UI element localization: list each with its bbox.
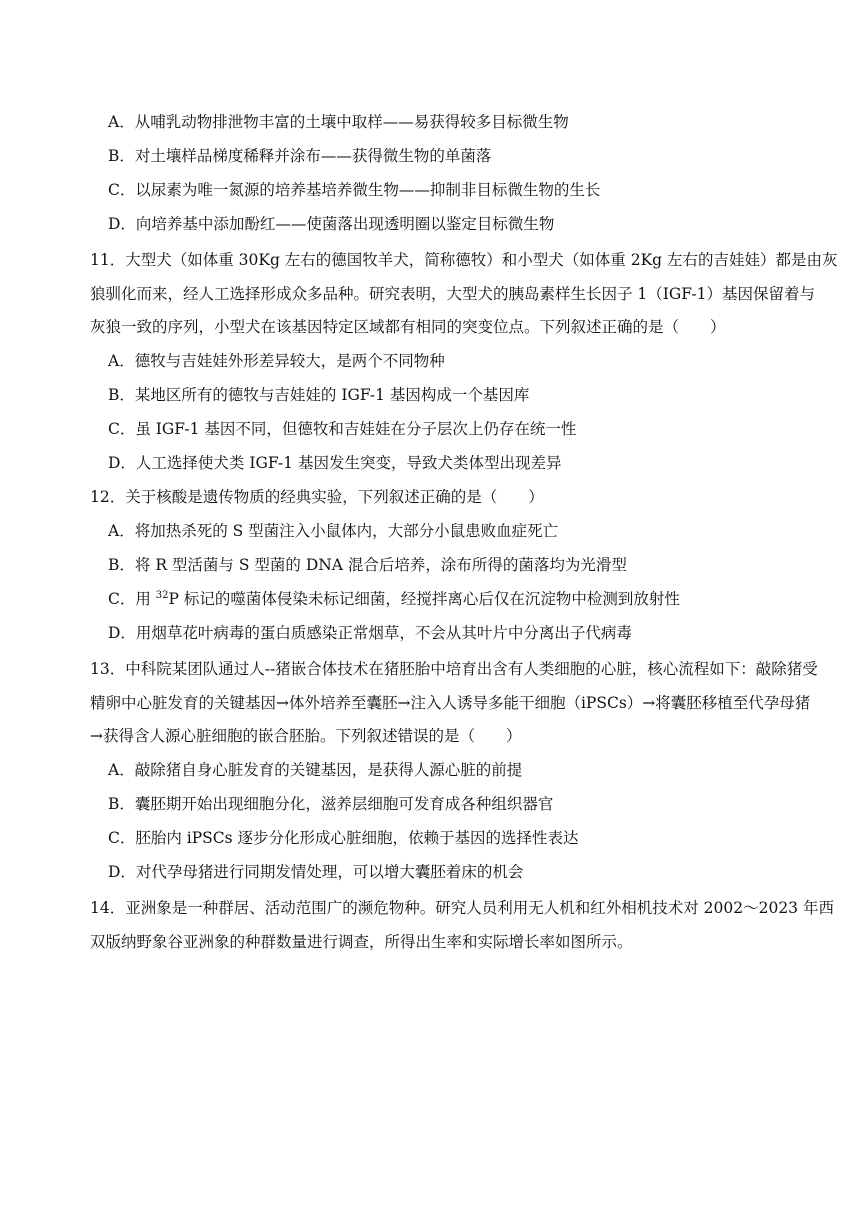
q11-option-b: B．某地区所有的德牧与吉娃娃的 IGF-1 基因构成一个基因库 xyxy=(108,386,530,404)
q11-option-c: C．虽 IGF-1 基因不同，但德牧和吉娃娃在分子层次上仍存在统一性 xyxy=(108,420,577,438)
q13-stem-line-1: 13．中科院某团队通过人--猪嵌合体技术在猪胚胎中培育出含有人类细胞的心脏，核心流程如下：敲除猪受 xyxy=(90,660,818,678)
q12-option-a: A．将加热杀死的 S 型菌注入小鼠体内，大部分小鼠患败血症死亡 xyxy=(108,522,559,540)
q13-stem-line-3: →获得含人源心脏细胞的嵌合胚胎。下列叙述错误的是（ ） xyxy=(90,727,522,745)
q10-option-d: D．向培养基中添加酚红——使菌落出现透明圈以鉴定目标微生物 xyxy=(108,215,555,233)
q10-option-a: A．从哺乳动物排泄物丰富的土壤中取样——易获得较多目标微生物 xyxy=(108,113,569,131)
q11-stem-line-1: 11．大型犬（如体重 30Kg 左右的德国牧羊犬，简称德牧）和小型犬（如体重 2Kg 左右的吉娃娃）都是由灰 xyxy=(90,251,838,269)
q12-option-d: D．用烟草花叶病毒的蛋白质感染正常烟草，不会从其叶片中分离出子代病毒 xyxy=(108,624,632,642)
q11-option-a: A．德牧与吉娃娃外形差异较大，是两个不同物种 xyxy=(108,352,445,370)
q10-option-c: C．以尿素为唯一氮源的培养基培养微生物——抑制非目标微生物的生长 xyxy=(108,181,601,199)
q14-stem-line-2: 双版纳野象谷亚洲象的种群数量进行调查，所得出生率和实际增长率如图所示。 xyxy=(90,933,633,951)
q13-option-d: D．对代孕母猪进行同期发情处理，可以增大囊胚着床的机会 xyxy=(108,863,524,881)
q12-option-c-text: P 标记的噬菌体侵染未标记细菌，经搅拌离心后仅在沉淀物中检测到放射性 xyxy=(168,590,680,608)
q13-option-b: B．囊胚期开始出现细胞分化，滋养层细胞可发育成各种组织器官 xyxy=(108,795,554,813)
q11-stem-line-2: 狼驯化而来，经人工选择形成众多品种。研究表明，大型犬的胰岛素样生长因子 1（IGF-1）基因保留着与 xyxy=(90,285,815,303)
q13-option-c: C．胚胎内 iPSCs 逐步分化形成心脏细胞，依赖于基因的选择性表达 xyxy=(108,829,579,847)
q13-stem-line-2: 精卵中心脏发育的关键基因→体外培养至囊胚→注入人诱导多能干细胞（iPSCs）→将囊胚移植至代孕母猪 xyxy=(90,694,811,712)
q12-option-c-superscript: 32 xyxy=(155,590,169,601)
q12-option-c-prefix: C．用 xyxy=(108,590,156,608)
q10-option-b: B．对土壤样品梯度稀释并涂布——获得微生物的单菌落 xyxy=(108,147,492,165)
q12-option-c xyxy=(108,589,680,609)
q13-option-a: A．敲除猪自身心脏发育的关键基因，是获得人源心脏的前提 xyxy=(108,761,523,779)
q11-stem-line-3: 灰狼一致的序列，小型犬在该基因特定区域都有相同的突变位点。下列叙述正确的是（ ） xyxy=(90,318,726,336)
q12-option-b: B．将 R 型活菌与 S 型菌的 DNA 混合后培养，涂布所得的菌落均为光滑型 xyxy=(108,556,627,574)
q11-option-d: D．人工选择使犬类 IGF-1 基因发生突变，导致犬类体型出现差异 xyxy=(108,454,562,472)
q12-stem: 12．关于核酸是遗传物质的经典实验，下列叙述正确的是（ ） xyxy=(90,488,544,506)
q14-stem-line-1: 14．亚洲象是一种群居、活动范围广的濒危物种。研究人员利用无人机和红外相机技术对 2002～2023 年西 xyxy=(90,899,834,917)
